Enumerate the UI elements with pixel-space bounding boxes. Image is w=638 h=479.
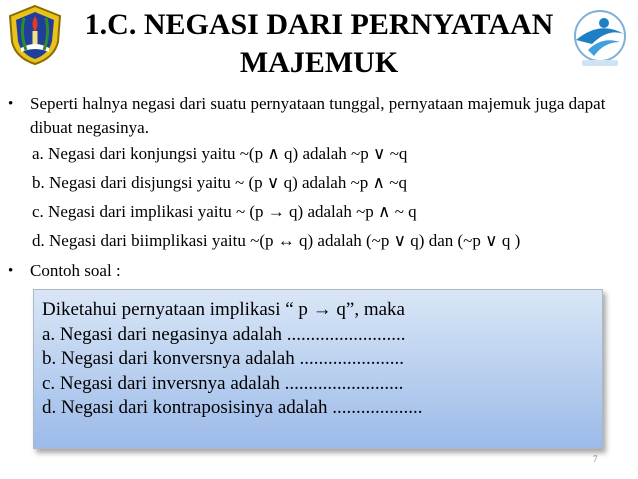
bullet-text: Seperti halnya negasi dari suatu pernyataan tunggal, pernyataan majemuk juga dapat dibuat negasinya.: [30, 94, 606, 137]
university-logo-icon: [6, 4, 64, 66]
box-line-a: a. Negasi dari negasinya adalah .........................: [42, 323, 406, 345]
bullet-text: Contoh soal :: [30, 261, 121, 280]
bullet-marker: •: [8, 96, 14, 112]
example-box: [33, 289, 603, 449]
sub-item-implikasi: c. Negasi dari implikasi yaitu ~ (p → q) adalah ~p ∧ ~ q: [32, 202, 417, 221]
bullet-list: [8, 92, 628, 283]
title-line-2: MAJEMUK: [239, 46, 399, 79]
box-line-d: d. Negasi dari kontraposisinya adalah ...................: [42, 397, 423, 418]
slide-title: [60, 6, 578, 82]
box-line-b: b. Negasi dari konversnya adalah ......................: [42, 348, 404, 369]
bullet-item-negation: [8, 92, 628, 140]
box-line-intro: Diketahui pernyataan implikasi “ p → q”, maka: [42, 299, 405, 320]
bullet-marker: •: [8, 263, 14, 279]
bullet-item-contoh: [8, 259, 628, 283]
sub-item-konjungsi: a. Negasi dari konjungsi yaitu ~(p ∧ q) adalah ~p ∨ ~q: [32, 144, 408, 163]
box-line-c: c. Negasi dari inversnya adalah .........................: [42, 372, 404, 394]
page-number: 7: [593, 454, 598, 464]
sub-item-biimplikasi: d. Negasi dari biimplikasi yaitu ~(p ↔ q) adalah (~p ∨ q) dan (~p ∨ q ): [32, 231, 521, 250]
sub-item-disjungsi: b. Negasi dari disjungsi yaitu ~ (p ∨ q) adalah ~p ∧ ~q: [32, 173, 407, 192]
title-line-1: 1.C. NEGASI DARI PERNYATAAN: [84, 8, 554, 41]
